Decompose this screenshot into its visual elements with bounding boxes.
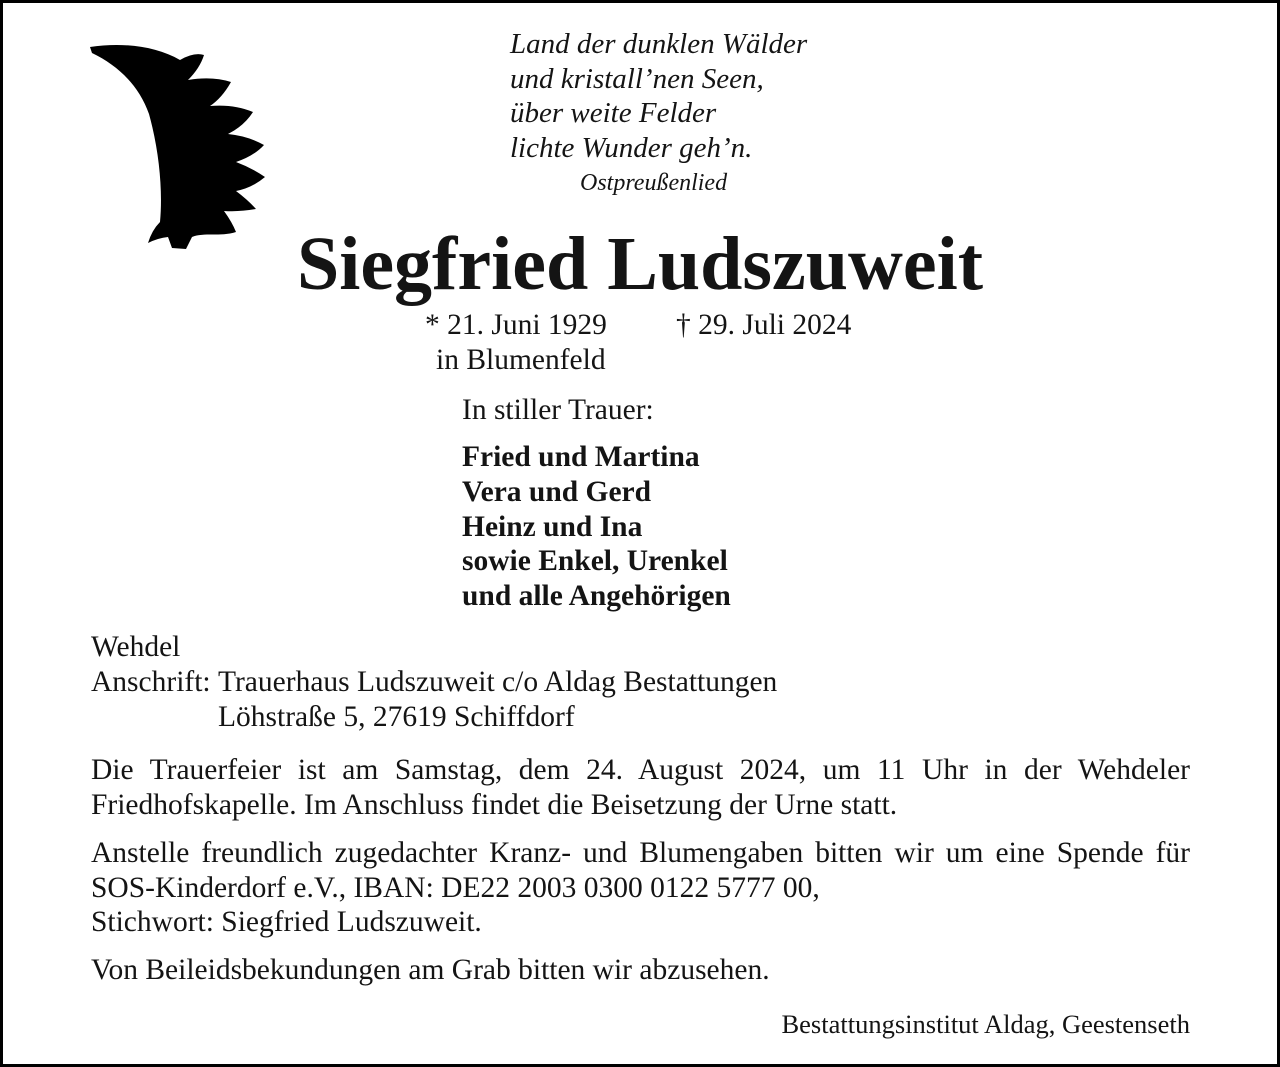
poem-source: Ostpreußenlied <box>580 170 728 196</box>
address-line-2: Löhstraße 5, 27619 Schiffdorf <box>218 701 575 733</box>
birthplace: in Blumenfeld <box>436 344 606 376</box>
address-label: Anschrift: <box>91 666 211 698</box>
elk-antler-icon <box>80 36 270 256</box>
mourner-name: sowie Enkel, Urenkel <box>462 545 728 578</box>
donation-account: SOS-Kinderdorf e.V., IBAN: DE22 2003 0300 0122 5777 00, <box>91 871 820 904</box>
deceased-name: Siegfried Ludszuweit <box>296 222 984 306</box>
condolence-note: Von Beileidsbekundungen am Grab bitten wir abzusehen. <box>91 954 770 986</box>
mourner-name: Vera und Gerd <box>462 475 652 508</box>
poem-line: lichte Wunder geh’n. <box>510 132 753 165</box>
donation-keyword: Stichwort: Siegfried Ludszuweit. <box>91 906 482 938</box>
poem-line: Land der dunklen Wälder <box>510 28 808 60</box>
poem-stanza <box>510 27 807 166</box>
poem-line: und kristall’nen Seen, <box>510 62 764 95</box>
poem-line: über weite Felder <box>510 97 717 130</box>
birth-date: * 21. Juni 1929 <box>425 309 607 341</box>
mourner-name: Fried und Martina <box>462 441 700 473</box>
mourner-name: und alle Angehörigen <box>462 580 731 612</box>
mourning-intro: In stiller Trauer: <box>462 394 654 426</box>
funeral-home: Bestattungsinstitut Aldag, Geestenseth <box>781 1009 1190 1039</box>
ceremony-paragraph: Die Trauerfeier ist am Samstag, dem 24. August 2024, um 11 Uhr in der Wehdeler Friedhofskapelle. Im Anschluss findet die Beisetzung der Urne statt. <box>91 754 1190 821</box>
mourners-list <box>462 440 731 614</box>
location: Wehdel <box>91 631 181 663</box>
mourner-name: Heinz und Ina <box>462 510 643 543</box>
donation-text: Anstelle freundlich zugedachter Kranz- und Blumengaben bitten wir um eine Spende für <box>91 837 1190 869</box>
address-line-1: Trauerhaus Ludszuweit c/o Aldag Bestattungen <box>218 666 778 698</box>
death-date: † 29. Juli 2024 <box>676 309 852 341</box>
donation-paragraph <box>91 836 1190 940</box>
